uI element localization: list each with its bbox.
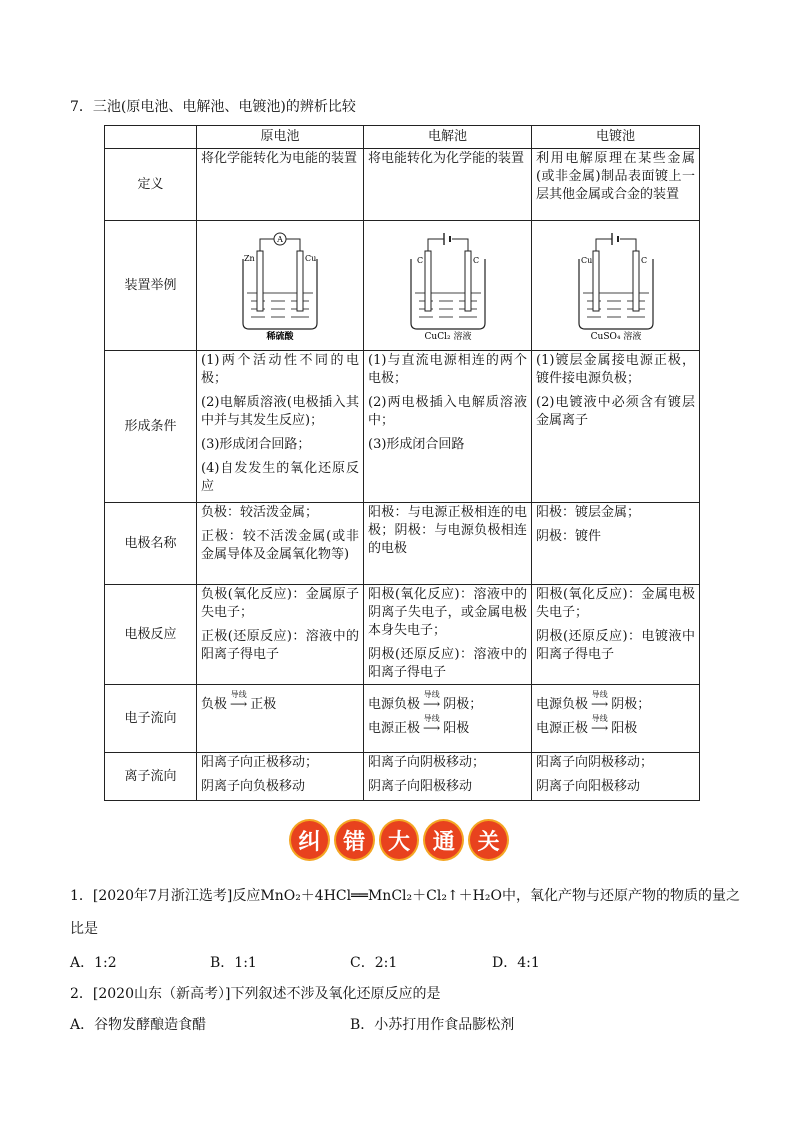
- table-cell: [532, 221, 700, 351]
- comparison-table: [104, 125, 700, 801]
- table-cell: 将化学能转化为电能的装置: [197, 149, 364, 221]
- electrode-label-right: C: [640, 255, 647, 265]
- q1-option-b[interactable]: B．1:1: [210, 955, 257, 971]
- header-electroplating: 电镀池: [532, 126, 700, 149]
- row-definition: [105, 149, 700, 221]
- row-electron-flow: [105, 685, 700, 753]
- table-cell: 阳离子向正极移动； 阴离子向负极移动: [197, 753, 364, 801]
- electrode-label-left: Cu: [580, 255, 592, 265]
- table-cell: 阳极(氧化反应)：溶液中的阴离子失电子，或金属电极本身失电子； 阴极(还原反应)：溶液中的阳离子得电子: [364, 585, 532, 685]
- row-label: 装置举例: [105, 221, 197, 351]
- row-label: 电极反应: [105, 585, 197, 685]
- header-galvanic: 原电池: [197, 126, 364, 149]
- row-device-example: [105, 221, 700, 351]
- banner-char: 关: [468, 819, 509, 861]
- row-formation-conditions: [105, 351, 700, 503]
- electrolyte-label: CuSO₄ 溶液: [590, 331, 641, 341]
- arrow-icon: 导线 ⟶: [230, 690, 248, 711]
- header-blank: [105, 126, 197, 149]
- row-electrode-reactions: [105, 585, 700, 685]
- table-cell: (1)两个活动性不同的电极； (2)电解质溶液(电极插入其中并与其发生反应)； (3)形成闭合回路； (4)自发发生的氧化还原反应: [197, 351, 364, 503]
- electrolyte-label: 稀硫酸: [266, 331, 294, 341]
- table-cell: 负极：较活泼金属； 正极：较不活泼金属(或非金属导体及金属氧化物等): [197, 503, 364, 585]
- section-banner: [289, 819, 509, 859]
- table-header-row: [105, 126, 700, 149]
- electrode-label-left: Zn: [244, 253, 255, 263]
- electroplating-cell-diagram: [561, 231, 671, 341]
- q1-option-a[interactable]: A．1:2: [70, 955, 117, 971]
- table-cell: 阳极：与电源正极相连的电极；阴极：与电源负极相连的电极: [364, 503, 532, 585]
- table-cell: 利用电解原理在某些金属(或非金属)制品表面镀上一层其他金属或合金的装置: [532, 149, 700, 221]
- q2-option-a[interactable]: A．谷物发酵酿造食醋: [70, 1017, 207, 1033]
- header-electrolytic: 电解池: [364, 126, 532, 149]
- table-cell: (1)与直流电源相连的两个电极； (2)两电极插入电解质溶液中； (3)形成闭合回路: [364, 351, 532, 503]
- row-label: 定义: [105, 149, 197, 221]
- section-title: 7．三池(原电池、电解池、电镀池)的辨析比较: [70, 99, 356, 115]
- arrow-icon: 导线 ⟶: [591, 714, 609, 735]
- arrow-icon: 导线 ⟶: [591, 690, 609, 711]
- banner-char: 纠: [289, 819, 330, 861]
- table-cell: 阳极：镀层金属； 阴极：镀件: [532, 503, 700, 585]
- q1-option-d[interactable]: D．4:1: [492, 955, 540, 971]
- table-cell: [197, 221, 364, 351]
- banner-char: 通: [423, 819, 464, 861]
- table-cell: 负极(氧化反应)：金属原子失电子； 正极(还原反应)：溶液中的阳离子得电子: [197, 585, 364, 685]
- row-label: 电极名称: [105, 503, 197, 585]
- galvanic-cell-diagram: [225, 231, 335, 341]
- question-2-line-1: 2．[2020山东（新高考）]下列叙述不涉及氧化还原反应的是: [70, 986, 441, 1002]
- electrolyte-label: CuCl₂ 溶液: [424, 331, 471, 341]
- row-electrode-names: [105, 503, 700, 585]
- table-cell: 将电能转化为化学能的装置: [364, 149, 532, 221]
- table-cell: (1)镀层金属接电源正极，镀件接电源负极； (2)电镀液中必须含有镀层金属离子: [532, 351, 700, 503]
- table-cell: 阳离子向阴极移动； 阴离子向阳极移动: [364, 753, 532, 801]
- table-cell: 阳离子向阴极移动； 阴离子向阳极移动: [532, 753, 700, 801]
- row-ion-flow: [105, 753, 700, 801]
- electrolytic-cell-diagram: [393, 231, 503, 341]
- electrode-label-left: C: [416, 255, 423, 265]
- arrow-icon: 导线 ⟶: [423, 714, 441, 735]
- row-label: 电子流向: [105, 685, 197, 753]
- arrow-icon: 导线 ⟶: [423, 690, 441, 711]
- table-cell: 电源负极 导线 ⟶ 阴极； 电源正极 导线 ⟶ 阳极: [532, 685, 700, 753]
- banner-char: 大: [379, 819, 420, 861]
- question-1-line-1: 1．[2020年7月浙江选考]反应MnO₂＋4HCl══MnCl₂＋Cl₂↑＋H₂O中，氧化产物与还原产物的物质的量之: [70, 888, 740, 904]
- q2-option-b[interactable]: B．小苏打用作食品膨松剂: [350, 1017, 515, 1033]
- electrode-label-right: C: [472, 255, 479, 265]
- row-label: 离子流向: [105, 753, 197, 801]
- question-1-line-2: 比是: [70, 921, 98, 937]
- table-cell: [364, 221, 532, 351]
- electrode-label-right: Cu: [305, 253, 317, 263]
- ammeter-label: A: [277, 234, 283, 244]
- table-cell: 电源负极 导线 ⟶ 阴极； 电源正极 导线 ⟶ 阳极: [364, 685, 532, 753]
- banner-char: 错: [334, 819, 375, 861]
- table-cell: 负极 导线 ⟶ 正极: [197, 685, 364, 753]
- row-label: 形成条件: [105, 351, 197, 503]
- table-cell: 阳极(氧化反应)：金属电极失电子； 阴极(还原反应)：电镀液中阳离子得电子: [532, 585, 700, 685]
- q1-option-c[interactable]: C．2:1: [350, 955, 398, 971]
